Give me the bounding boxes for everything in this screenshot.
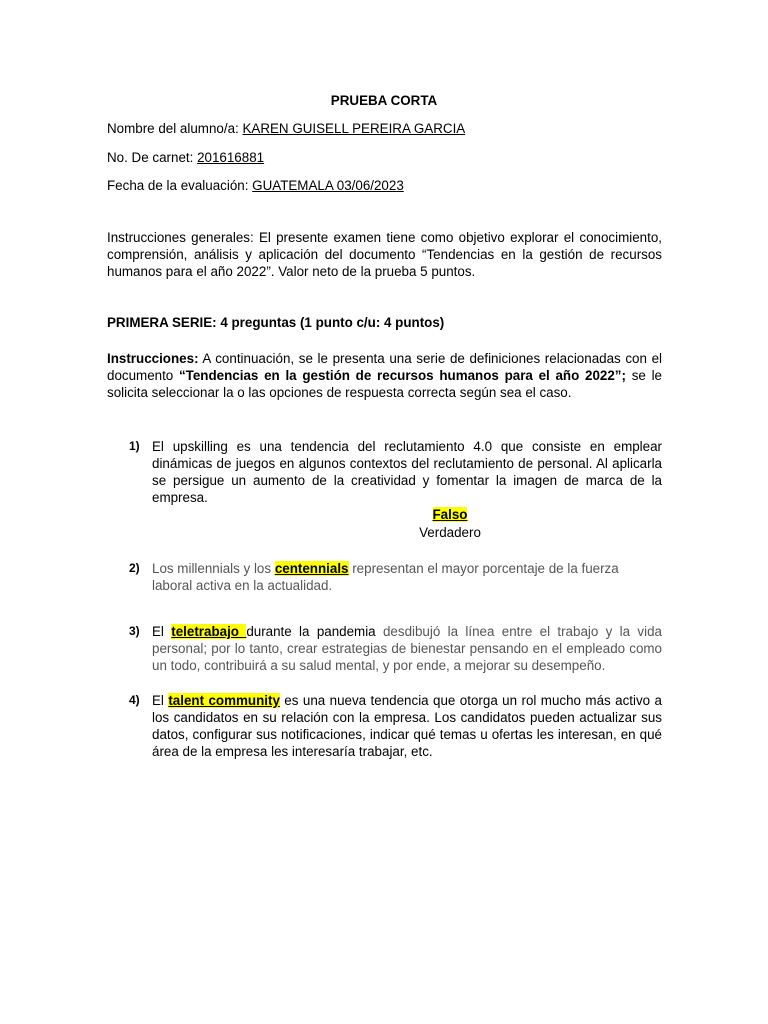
general-instructions: Instrucciones generales: El presente examen tiene como objetivo explorar el conocimiento, comprensión, análisis y aplicación del documento “Tendencias en la gestión de recursos humanos para el año 2022”. Valor neto de la prueba 5 puntos.: [107, 230, 662, 279]
date-value: GUATEMALA 03/06/2023: [252, 178, 404, 193]
question-text-middle: durante la pandemia: [246, 624, 376, 639]
page-title: PRUEBA CORTA: [330, 93, 438, 108]
question-text-after: es una nueva tendencia que otorga un rol mucho más activo a los candidatos en su relación con la empresa. Los candidatos pueden actualizar sus datos, configurar sus notificaciones, indicar qué temas u ofertas les interesan, en qué área de la empresa les interesaría trabajar, etc.: [152, 693, 662, 759]
student-name-field: [107, 120, 465, 137]
answer-option-falso[interactable]: [0, 506, 768, 523]
carnet-field: [107, 149, 264, 166]
question-text-after: representan el mayor porcentaje de la fuerza laboral activa en la actualidad.: [152, 561, 619, 593]
series-title: PRIMERA SERIE: 4 preguntas (1 punto c/u: 4 puntos): [107, 315, 445, 330]
question-text-before: El: [152, 624, 172, 639]
question-number: 2): [129, 561, 140, 575]
question-text: El upskilling es una tendencia del reclutamiento 4.0 que consiste en emplear dinámicas de juegos en algunos contextos del reclutamiento de personal. Al aplicarla se persigue un aumento de la creatividad y fomentar la imagen de marca de la empresa.: [152, 439, 662, 505]
question-text: [152, 692, 662, 760]
date-field: [107, 177, 404, 194]
question-number: 1): [129, 439, 140, 453]
question-text: [152, 560, 662, 594]
question-text-before: Los millennials y los: [152, 561, 275, 576]
selected-answer[interactable]: talent community: [168, 693, 280, 708]
question-text-after: desdibujó la línea entre el trabajo y la vida personal; por lo tanto, crear estrategias de bienestar pensando en el empleado como un todo, contribuirá a su salud mental, y por ende, a mejorar su desempeño.: [152, 624, 662, 673]
instructions-text-a: A continuación, se le presenta una serie de definiciones relacionadas con el documento: [107, 351, 662, 383]
selected-answer[interactable]: centennials: [274, 561, 349, 576]
selected-answer: Falso: [432, 507, 468, 522]
student-name-label: Nombre del alumno/a:: [107, 121, 243, 136]
other-answer: Verdadero: [419, 525, 481, 540]
question-number: 4): [129, 693, 140, 707]
question-text: [152, 623, 662, 674]
instructions-paragraph: [107, 350, 662, 401]
selected-answer[interactable]: teletrabajo: [171, 624, 247, 639]
carnet-value: 201616881: [197, 150, 265, 165]
instructions-doc-name: “Tendencias en la gestión de recursos humanos para el año 2022”;: [178, 368, 626, 383]
date-label: Fecha de la evaluación:: [107, 178, 253, 193]
answer-option-verdadero[interactable]: [0, 524, 768, 541]
question-text-before: El: [152, 693, 169, 708]
carnet-label: No. De carnet:: [107, 150, 198, 165]
student-name-value: KAREN GUISELL PEREIRA GARCIA: [242, 121, 466, 136]
question-number: 3): [129, 624, 140, 638]
instructions-label: Instrucciones:: [107, 351, 199, 366]
instructions-text-b: se le solicita seleccionar la o las opciones de respuesta correcta según sea el caso.: [107, 368, 662, 400]
